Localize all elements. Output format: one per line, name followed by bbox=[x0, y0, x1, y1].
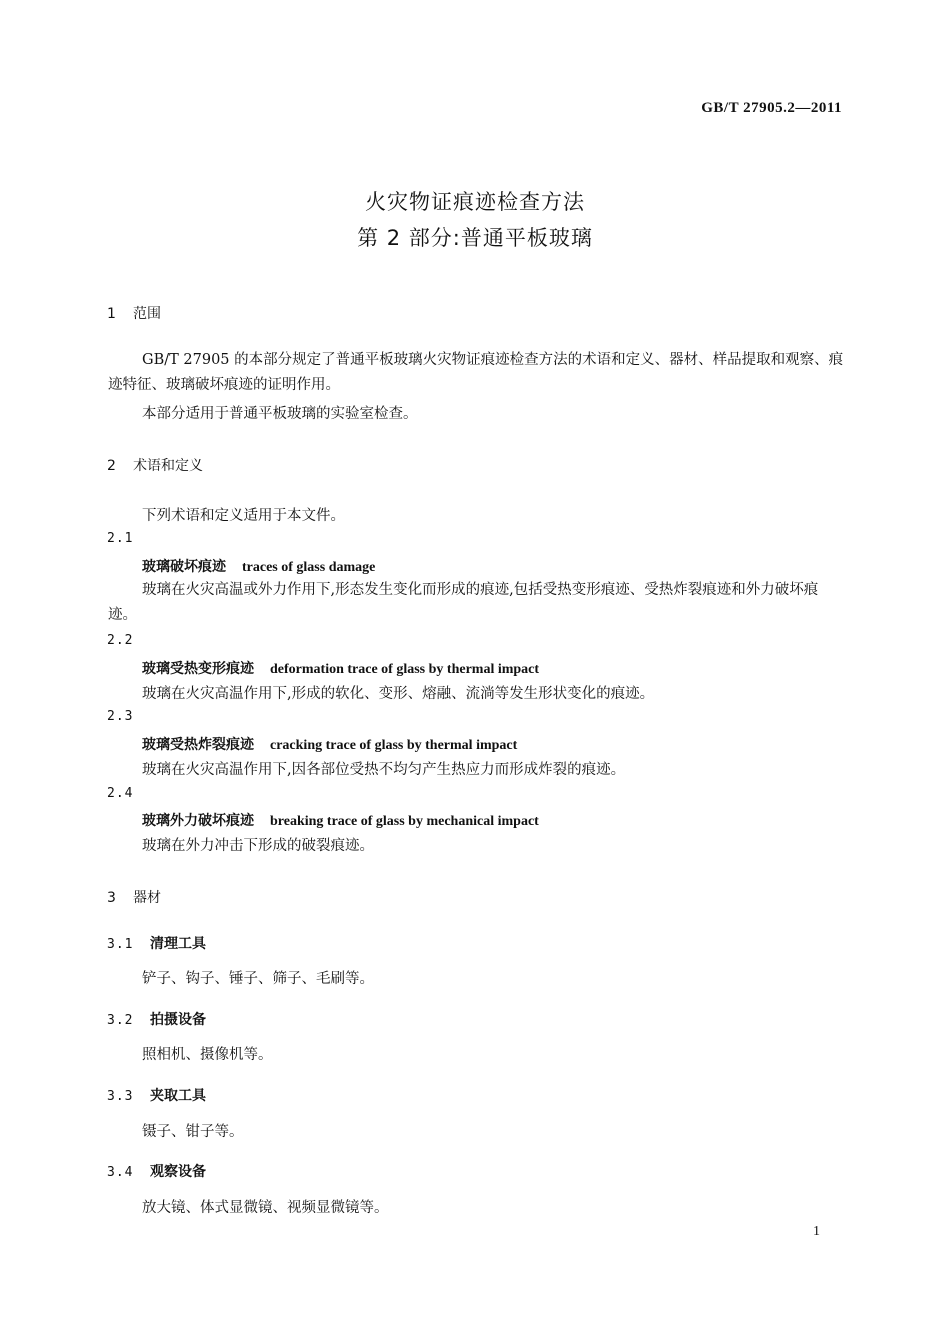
section-number: 3 bbox=[107, 890, 116, 906]
term-zh: 玻璃外力破坏痕迹 bbox=[142, 813, 254, 829]
section-title: 器材 bbox=[133, 890, 161, 906]
section-number: 2 bbox=[107, 458, 116, 474]
section-2-heading bbox=[107, 455, 203, 475]
subsection-number: 3.4 bbox=[107, 1165, 134, 1180]
term-zh: 玻璃受热炸裂痕迹 bbox=[142, 737, 254, 753]
subsection-number: 3.1 bbox=[107, 937, 134, 952]
term-definition: 玻璃在火灾高温作用下,因各部位受热不均匀产生热应力而形成炸裂的痕迹。 bbox=[142, 762, 626, 778]
subsection-title: 夹取工具 bbox=[150, 1088, 206, 1104]
subsection-heading bbox=[107, 1009, 206, 1029]
subsection-number: 3.2 bbox=[107, 1013, 134, 1028]
subsection-heading bbox=[107, 933, 206, 953]
term-heading bbox=[142, 810, 539, 830]
term-en: cracking trace of glass by thermal impact bbox=[270, 738, 518, 753]
term-zh: 玻璃受热变形痕迹 bbox=[142, 661, 254, 677]
term-heading bbox=[142, 658, 539, 678]
term-definition: 玻璃在外力冲击下形成的破裂痕迹。 bbox=[142, 838, 374, 854]
term-number: 2.2 bbox=[107, 633, 134, 648]
section-1-paragraph-2: 本部分适用于普通平板玻璃的实验室检查。 bbox=[142, 406, 418, 422]
section-title: 范围 bbox=[133, 306, 161, 322]
term-en: deformation trace of glass by thermal impact bbox=[270, 662, 540, 677]
subsection-title: 清理工具 bbox=[150, 936, 206, 952]
term-en: breaking trace of glass by mechanical impact bbox=[270, 814, 539, 829]
section-1-heading bbox=[107, 303, 161, 323]
term-number: 2.3 bbox=[107, 709, 134, 724]
subsection-text: 照相机、摄像机等。 bbox=[142, 1047, 273, 1063]
term-number: 2.4 bbox=[107, 786, 134, 801]
document-title-line1: 火灾物证痕迹检查方法 bbox=[365, 190, 585, 214]
subsection-title: 观察设备 bbox=[150, 1164, 206, 1180]
term-heading bbox=[142, 734, 517, 754]
section-3-heading bbox=[107, 887, 161, 907]
subsection-text: 镊子、钳子等。 bbox=[142, 1124, 244, 1140]
term-number: 2.1 bbox=[107, 531, 134, 546]
section-title: 术语和定义 bbox=[133, 458, 203, 474]
term-definition: 玻璃在火灾高温作用下,形成的软化、变形、熔融、流淌等发生形状变化的痕迹。 bbox=[142, 686, 655, 702]
section-number: 1 bbox=[107, 306, 116, 322]
subsection-title: 拍摄设备 bbox=[150, 1012, 206, 1028]
subsection-number: 3.3 bbox=[107, 1089, 134, 1104]
subsection-heading bbox=[107, 1161, 206, 1181]
subsection-text: 铲子、钩子、锤子、筛子、毛刷等。 bbox=[142, 971, 374, 987]
term-en: traces of glass damage bbox=[242, 560, 376, 575]
document-title-line2: 第 2 部分:普通平板玻璃 bbox=[357, 226, 593, 250]
term-heading bbox=[142, 556, 375, 576]
term-zh: 玻璃破坏痕迹 bbox=[142, 559, 226, 575]
page-number: 1 bbox=[813, 1224, 820, 1239]
section-2-intro: 下列术语和定义适用于本文件。 bbox=[142, 508, 345, 524]
standard-number: GB/T 27905.2—2011 bbox=[701, 100, 842, 116]
section-1-paragraph-1: GB/T 27905 的本部分规定了普通平板玻璃火灾物证痕迹检查方法的术语和定义、器材、样品提取和观察、痕迹特征、玻璃破坏痕迹的证明作用。 bbox=[108, 352, 844, 393]
subsection-heading bbox=[107, 1085, 206, 1105]
term-definition: 玻璃在火灾高温或外力作用下,形态发生变化而形成的痕迹,包括受热变形痕迹、受热炸裂痕迹和外力破坏痕迹。 bbox=[108, 582, 819, 623]
subsection-text: 放大镜、体式显微镜、视频显微镜等。 bbox=[142, 1200, 389, 1216]
